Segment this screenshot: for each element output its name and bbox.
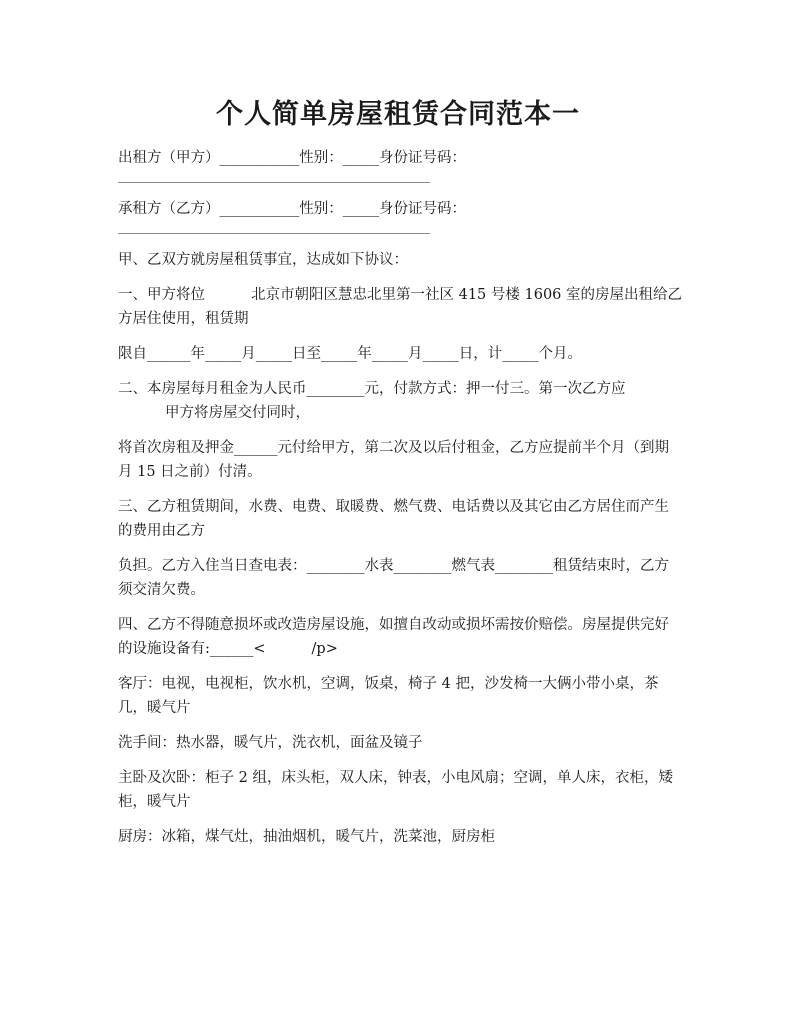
kitchen-items: 厨房：冰箱，煤气灶，抽油烟机，暖气片，洗菜池，厨房柜 [118, 829, 495, 845]
lessee-text: 承租方（乙方）___________性别：_____身份证号码： [118, 201, 466, 217]
clause-3-continuation: 负担。乙方入住当日查电表：________水表________燃气表________租赁结束时，乙方须交清欠费。 [118, 558, 669, 598]
clause-1-prefix: 一、甲方将位 [118, 287, 205, 303]
lessor-text: 出租方（甲方）___________性别：_____身份证号码： [118, 150, 466, 166]
lessor-line [118, 146, 683, 183]
bathroom-items: 洗手间：热水器，暖气片，洗衣机，面盆及镜子 [118, 735, 423, 751]
bedroom-items: 主卧及次卧：柜子 2 组，床头柜，双人床，钟表，小电风扇；空调，单人床，衣柜，矮柜，暖气片 [118, 770, 673, 810]
clause-2-line-1: 二、本房屋每月租金为人民币________元，付款方式：押一付三。第一次乙方应 [118, 381, 626, 397]
clause-4 [118, 613, 683, 661]
clause-1-address: 北京市朝阳区慧忠北里第一社区 415 号楼 1606 室的房屋出租给乙方居住使用，租赁期 [118, 287, 683, 327]
lessor-id-underline [118, 170, 430, 183]
clause-1 [118, 283, 683, 331]
document-body [118, 146, 683, 860]
clause-4-tail: /p> [311, 641, 338, 657]
clause-4-main: 四、乙方不得随意损坏或改造房屋设施，如擅自改动或损坏需按价赔偿。房屋提供完好的设施设备有:______< [118, 617, 669, 657]
clause-3: 三、乙方租赁期间，水费、电费、取暖费、燃气费、电话费以及其它由乙方居住而产生的费用由乙方 [118, 499, 669, 539]
clause-2-line-2: 甲方将房屋交付同时， [165, 405, 310, 421]
lessee-line [118, 197, 683, 234]
clause-2-continuation: 将首次房租及押金______元付给甲方，第二次及以后付租金，乙方应提前半个月（到期月 15 日之前）付清。 [118, 440, 669, 480]
intro-paragraph: 甲、乙双方就房屋租赁事宜，达成如下协议： [118, 252, 408, 268]
clause-1-term: 限自______年_____月_____日至_____年_____月_____日，计_____个月。 [118, 346, 582, 362]
living-room-items: 客厅：电视，电视柜，饮水机，空调，饭桌，椅子 4 把，沙发椅一大俩小带小桌，茶几，暖气片 [118, 676, 659, 716]
clause-2 [118, 377, 683, 425]
lessee-id-underline [118, 221, 430, 234]
document-title: 个人简单房屋租赁合同范本一 [216, 99, 580, 130]
